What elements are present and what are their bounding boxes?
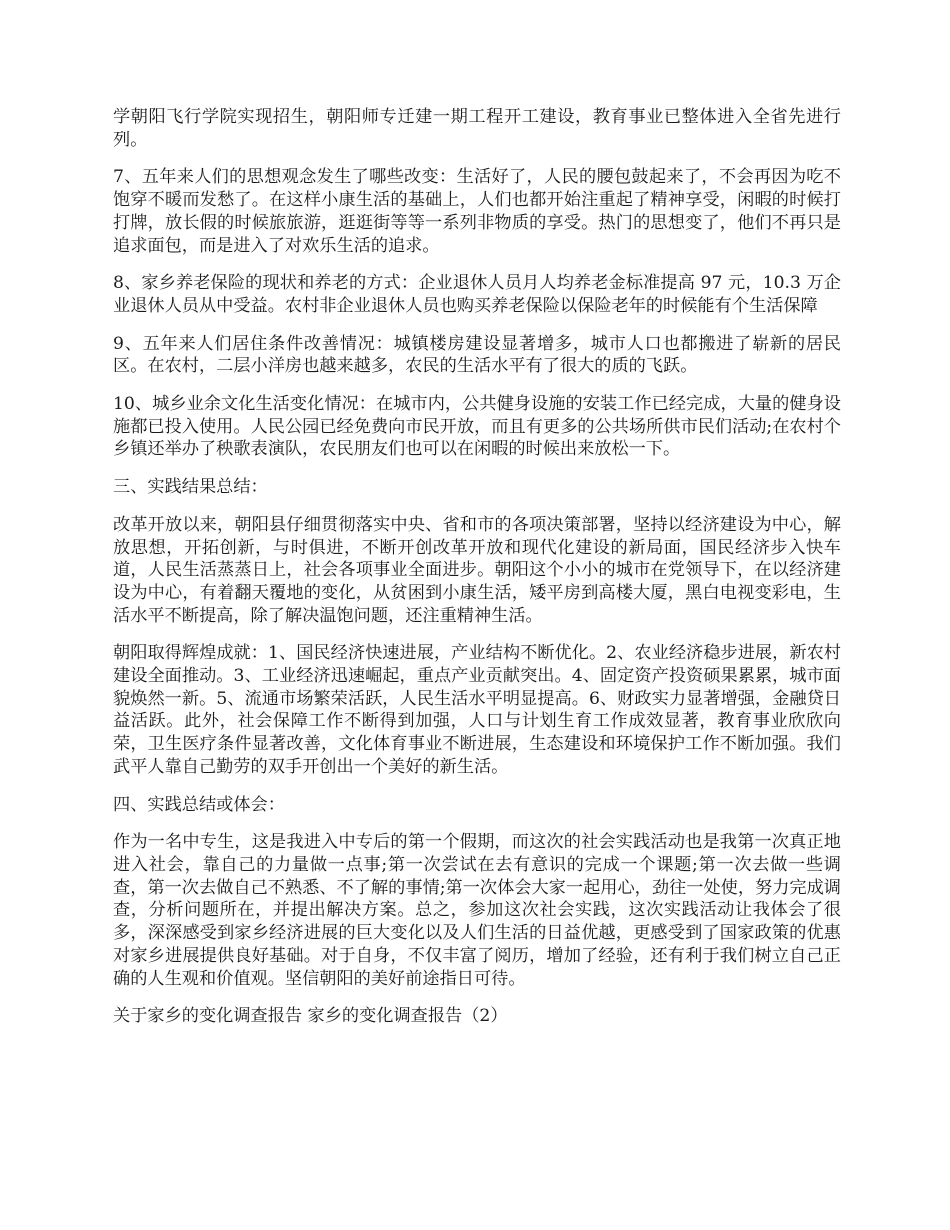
document-body [113,106,841,1043]
section-heading-3: 三、实践结果总结： [113,477,268,498]
section-heading-4: 四、实践总结或体会： [113,794,285,815]
paragraph-summary: 改革开放以来，朝阳县仔细贯彻落实中央、省和市的各项决策部署，坚持以经济建设为中心，解放思想，开拓创新，与时俱进，不断开创改革开放和现代化建设的新局面，国民经济步入快车道，人民生活蒸蒸日上，社会各项事业全面进步。朝阳这个小小的城市在党领导下，在以经济建设为中心，有着翻天覆地的变化，从贫困到小康生活，矮平房到高楼大厦，黑白电视变彩电，生活水平不断提高，除了解决温饱问题，还注重精神生活。 [113,514,841,626]
paragraph-item-9: 9、五年来人们居住条件改善情况：城镇楼房建设显著增多，城市人口也都搬进了崭新的居民区。在农村，二层小洋房也越来越多，农民的生活水平有了很大的质的飞跃。 [113,333,841,377]
paragraph-item-10: 10、城乡业余文化生活变化情况：在城市内，公共健身设施的安装工作已经完成，大量的健身设施都已投入使用。人民公园已经免费向市民开放，而且有更多的公共场所供市民们活动;在农村个乡镇还举办了秧歌表演队，农民朋友们也可以在闲暇的时候出来放松一下。 [113,394,841,460]
paragraph-item-8: 8、家乡养老保险的现状和养老的方式：企业退休人员月人均养老金标准提高 97 元，10.3 万企业退休人员从中受益。农村非企业退休人员也购买养老保险以保险老年的时候能有个生活保障 [113,273,841,316]
paragraph-reflection: 作为一名中专生，这是我进入中专后的第一个假期，而这次的社会实践活动也是我第一次真正地进入社会，靠自己的力量做一点事;第一次尝试在去有意识的完成一个课题;第一次去做一些调查，第一次去做自己不熟悉、不了解的事情;第一次体会大家一起用心，劲往一处使，努力完成调查，分析问题所在，并提出解决方案。总之，参加这次社会实践，这次实践活动让我体会了很多，深深感受到家乡经济进展的巨大变化以及人们生活的日益优越，更感受到了国家政策的优惠对家乡进展提供良好基础。对于自身，不仅丰富了阅历，增加了经验，还有利于我们树立自己正确的人生观和价值观。坚信朝阳的美好前途指日可待。 [113,832,841,989]
paragraph-education: 学朝阳飞行学院实现招生，朝阳师专迁建一期工程开工建设，教育事业已整体进入全省先进行列。 [113,107,841,150]
paragraph-item-7: 7、五年来人们的思想观念发生了哪些改变：生活好了，人民的腰包鼓起来了，不会再因为吃不饱穿不暖而发愁了。在这样小康生活的基础上，人们也都开始注重起了精神享受，闲暇的时候打打牌，放长假的时候旅旅游，逛逛街等等一系列非物质的享受。热门的思想变了，他们不再只是追求面包，而是进入了对欢乐生活的追求。 [113,167,841,256]
document-footer-title: 关于家乡的变化调查报告 家乡的变化调查报告（2） [113,1006,508,1027]
paragraph-achievements: 朝阳取得辉煌成就：1、国民经济快速进展，产业结构不断优化。2、农业经济稳步进展，新农村建设全面推动。3、工业经济迅速崛起，重点产业贡献突出。4、固定资产投资硕果累累，城市面貌焕然一新。5、流通市场繁荣活跃，人民生活水平明显提高。6、财政实力显著增强，金融贷日益活跃。此外，社会保障工作不断得到加强，人口与计划生育工作成效显著，教育事业欣欣向荣，卫生医疗条件显著改善，文化体育事业不断进展，生态建设和环境保护工作不断加强。我们武平人靠自己勤劳的双手开创出一个美好的新生活。 [113,643,841,777]
